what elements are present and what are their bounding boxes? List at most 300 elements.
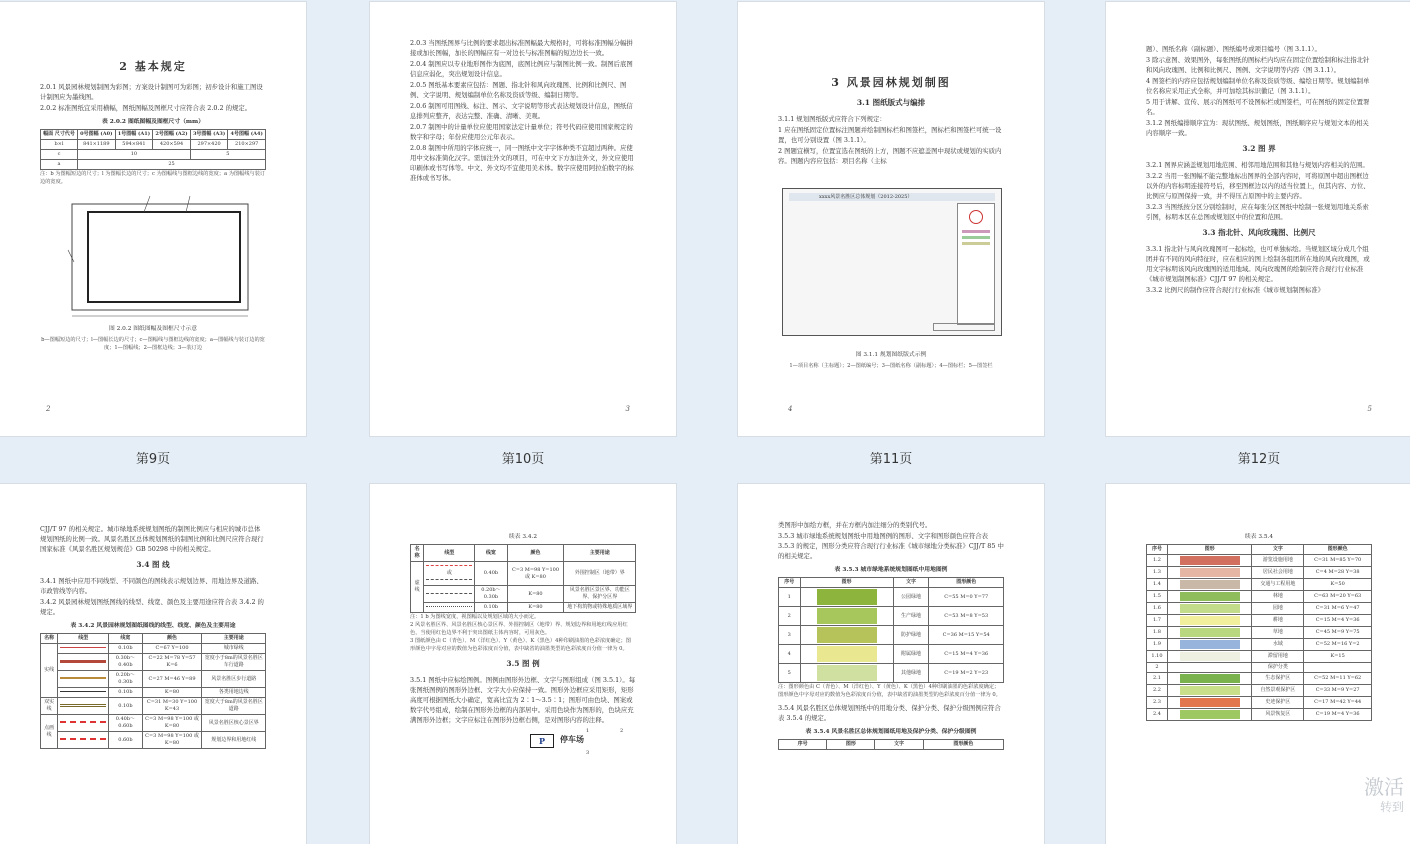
callout-1: 1 — [586, 728, 590, 734]
th: 文字 — [875, 740, 923, 750]
paragraph: 2.0.2 标准图纸宜采用横幅，图纸图幅及图框尺寸应符合表 2.0.2 的规定。 — [40, 104, 252, 112]
paragraph: 5 用于讲解、宣传、展示的图纸可不设图标栏或图签栏，可在图纸的固定位置署名。 — [1146, 98, 1370, 116]
cmyk-value: C=17 M=42 Y=44 — [1304, 697, 1372, 709]
cmyk-value: C=55 M=0 Y=77 — [929, 588, 1004, 607]
color-swatch — [1180, 710, 1240, 719]
line-sample — [60, 704, 106, 707]
page-thumbnail-15[interactable] — [738, 484, 1044, 844]
th: 序号 — [1147, 545, 1168, 555]
cmyk-value: C=33 M=9 Y=27 — [1304, 685, 1372, 697]
th: 2号图幅 (A2) — [153, 130, 191, 140]
paragraph: 3.1.2 图纸编排顺序宜为：现状图纸、规划图纸，图纸顺序应与规划文本的相关内容顺序一致。 — [1146, 119, 1369, 137]
swatch-cell — [1167, 673, 1251, 685]
td — [424, 603, 475, 613]
map-title: xxxx风景名胜区总体规划（2012-2025） — [789, 193, 995, 201]
legend-bar — [962, 236, 990, 239]
td: C=22 M=78 Y=57 K=6 — [142, 654, 202, 671]
section-title: 3.5 图 例 — [506, 659, 540, 668]
legend-label: 耕地 — [1252, 615, 1304, 627]
table-title: 表 3.5.3 城市绿地系统规划图纸中用地图例 — [834, 567, 948, 573]
compass-icon — [969, 210, 983, 224]
td: 0.10b — [109, 644, 142, 654]
table-row — [1147, 709, 1372, 721]
map-frame — [782, 188, 1002, 336]
td: 风景名胜区景区界、功能区界、保护分区界 — [564, 586, 636, 603]
table-row — [779, 626, 1004, 645]
paragraph: 类图形中加绘方框，并在方框内加注细分的类别代号。 — [778, 521, 932, 529]
table-row — [779, 588, 1004, 607]
page-thumbnail-14[interactable] — [370, 484, 676, 844]
color-swatch — [817, 608, 877, 624]
paragraph: 2 图题宜横写，位置宜选在图纸的上方，图题不应遮盖图中现状或规划的实质内容。图题内容应包括：项目名称（主标 — [778, 147, 1002, 165]
chapter-title: 3 风景园林规划制图 — [831, 76, 951, 89]
figure-note: 1—项目名称（主标题）；2—图纸编号；3—图纸名称（副标题）；4—图标栏；5—图签栏 — [789, 363, 993, 369]
cmyk-value: C=52 M=16 Y=2 — [1304, 639, 1372, 651]
row-number: 2.2 — [1147, 685, 1168, 697]
table-note: 3 图纸颜色由 C（青色）、M（洋红色）、Y（黄色）、K（黑色）4种印刷油墨的色彩浓度确定；图形颜色中字母对应的数值为色彩浓度百分值，表中缺省的油墨类型的色彩浓度百分值一律为 0。 — [410, 638, 631, 652]
td: 0.40b — [475, 562, 507, 586]
th: 3号图幅 (A3) — [190, 130, 228, 140]
td: 虚线 — [411, 562, 424, 613]
line-sample — [60, 647, 106, 648]
cmyk-value: C=53 M=8 Y=53 — [929, 607, 1004, 626]
paragraph: 3.4.1 图纸中应用不同线型、不同颜色的图线表示规划边界、用地边界及道路、市政管线等内容。 — [40, 577, 263, 595]
th: 4号图幅 (A4) — [228, 130, 266, 140]
swatch-cell — [1167, 567, 1251, 579]
legend-label: 林地 — [1252, 591, 1304, 603]
td: 0.10b — [109, 688, 142, 698]
cmyk-value: C=63 M=20 Y=63 — [1304, 591, 1372, 603]
paragraph: 3.3.2 比例尺的制作应符合现行行业标准《城市规划制图标准》 — [1146, 286, 1325, 294]
th: 线型 — [58, 634, 109, 644]
td: 点画线 — [41, 715, 58, 749]
table-row — [1147, 579, 1372, 591]
line-sample — [60, 677, 106, 679]
swatch-cell — [1167, 615, 1251, 627]
legend-label: 史迹保护区 — [1252, 697, 1304, 709]
size-table — [40, 129, 266, 170]
line-sample — [60, 691, 106, 692]
row-number: 1.5 — [1147, 591, 1168, 603]
td: b×l — [41, 140, 78, 150]
paragraph: 3.4.2 风景园林规划图纸图线的线型、线宽、颜色及主要用途应符合表 3.4.2 的规定。 — [40, 598, 264, 616]
figure-note: b—图幅短边的尺寸；l—图幅长边的尺寸；c—图幅线与图框边线的宽度；a—图幅线与装订边的宽度；1—图幅线；2—图框边线；3—装订边 — [41, 337, 265, 351]
table-row — [1147, 651, 1372, 663]
paragraph: 3.5.3 城市绿地系统规划图纸中用地图例的图形、文字和图形颜色应符合表 3.5.3 的规定，图形分类应符合现行行业标准《城市绿地分类标准》CJJ/T 85 中的相关规定。 — [778, 532, 1004, 560]
line-sample — [426, 593, 472, 594]
line-sample — [426, 579, 472, 580]
td: K=80 — [507, 586, 564, 603]
legend-label: 风景恢复区 — [1252, 709, 1304, 721]
td: 规划边界和用地红线 — [202, 732, 266, 749]
swatch-cell — [800, 607, 893, 626]
row-number: 1.3 — [1147, 567, 1168, 579]
row-number: 4 — [779, 645, 801, 664]
cmyk-value: C=19 M=2 Y=23 — [929, 664, 1004, 683]
page-thumbnail-13[interactable] — [0, 484, 306, 844]
scenic-legend-table-cont — [1146, 544, 1372, 721]
swatch-cell — [1167, 697, 1251, 709]
color-swatch — [817, 627, 877, 643]
td: 25 — [78, 160, 266, 170]
legend-label: 自然景观保护区 — [1252, 685, 1304, 697]
td: 0.40b～0.60b — [109, 715, 142, 732]
row-number: 1.2 — [1147, 555, 1168, 567]
table-row — [1147, 685, 1372, 697]
th: 线型 — [424, 545, 475, 562]
line-sample — [426, 565, 472, 566]
th: 文字 — [1252, 545, 1304, 555]
row-number: 1 — [779, 588, 801, 607]
row-number: 2 — [779, 607, 801, 626]
cmyk-value: K=50 — [1304, 579, 1372, 591]
td — [58, 644, 109, 654]
td: C=31 M=30 Y=100 K=43 — [142, 698, 202, 715]
table-row — [779, 607, 1004, 626]
section-title: 3.2 图 界 — [1242, 144, 1276, 153]
table-body — [779, 588, 1004, 683]
td: 10 — [78, 150, 191, 160]
swatch-cell — [1167, 603, 1251, 615]
swatch-cell — [1167, 627, 1251, 639]
paragraph: 2.0.3 当图纸图界与比例的要求超出标准图幅最大规格时，可将标准图幅分幅拼接或加长图幅，加长的图幅应有一对边长与标准图幅的短边边长一致。 — [410, 39, 633, 57]
cmyk-value: C=31 M=6 Y=47 — [1304, 603, 1372, 615]
color-swatch — [817, 665, 877, 681]
page-thumbnail-11[interactable] — [738, 2, 1044, 436]
swatch-cell — [800, 645, 893, 664]
td: 各类用地边线 — [202, 688, 266, 698]
legend-bar — [962, 242, 990, 245]
table-title: 续表 3.4.2 — [508, 534, 538, 540]
td: K=80 — [142, 688, 202, 698]
table-row — [1147, 567, 1372, 579]
table-note: 注：1 b 为图线宽度，视图幅以及规划区域的大小而定。 — [410, 614, 540, 620]
line-sample — [60, 721, 106, 723]
frame-diagram — [40, 190, 266, 320]
cmyk-value: C=31 M=85 Y=70 — [1304, 555, 1372, 567]
paragraph: 3.3.1 指北针与风向玫瑰图可一起标绘，也可单独标绘。当规划区域分成几个组团并有不同的风向特征时，应在相应的图上绘制各组团所在地的风向玫瑰图，或用文字标明该风向玫瑰图的适用地域。风向玫瑰图的绘制应符合现行行业标准《城市规划制图标准》CJJ/T 97 的相关规定。 — [1146, 245, 1370, 283]
color-swatch — [1180, 628, 1240, 637]
paragraph: 1 应在图纸固定位置标注图题并绘制图标栏和图签栏，图标栏和图签栏可统一设置，也可分别设置（图 3.1.1）。 — [778, 126, 1002, 144]
color-swatch — [1180, 686, 1240, 695]
legend-label: 生产绿地 — [893, 607, 929, 626]
paragraph: 3.5.4 风景名胜区总体规划图纸中的用地分类、保护分类、保护分级图例应符合表 3.5.4 的规定。 — [778, 704, 1001, 722]
th: 1号图幅 (A1) — [115, 130, 153, 140]
swatch-cell — [1167, 639, 1251, 651]
th: 名称 — [41, 634, 58, 644]
row-number: 1.6 — [1147, 603, 1168, 615]
td — [58, 732, 109, 749]
legend-label: 园地 — [1252, 603, 1304, 615]
legend-label: 滞留用地 — [1252, 651, 1304, 663]
swatch-cell — [800, 588, 893, 607]
td — [58, 698, 109, 715]
watermark-line1: 激活 — [1364, 775, 1404, 799]
legend-label: 其他绿地 — [893, 664, 929, 683]
callout-2: 2 — [620, 728, 624, 734]
table-title: 表 3.5.4 风景名胜区总体规划图纸用地及保护分类、保护分级图例 — [805, 729, 977, 735]
td: 风景名胜区步行道路 — [202, 671, 266, 688]
color-swatch — [1180, 604, 1240, 613]
paragraph: 题）、图纸名称（副标题）、图纸编号或项目编号（图 3.1.1）。 — [1146, 45, 1321, 53]
td: K=80 — [507, 603, 564, 613]
cmyk-value: C=52 M=11 Y=62 — [1304, 673, 1372, 685]
td: 0.20b～0.30b — [109, 671, 142, 688]
cmyk-value: C=36 M=15 Y=54 — [929, 626, 1004, 645]
row-number: 1.7 — [1147, 615, 1168, 627]
legend-bar — [962, 230, 990, 233]
td: 0.10b — [109, 698, 142, 715]
td: 实线 — [41, 644, 58, 698]
swatch-cell — [1167, 651, 1251, 663]
table-body — [1147, 555, 1372, 721]
th: 图形颜色 — [929, 578, 1004, 588]
swatch-cell — [1167, 555, 1251, 567]
legend-text: 停车场 — [560, 734, 584, 744]
swatch-cell — [800, 626, 893, 645]
td — [58, 688, 109, 698]
th: 幅面 尺寸代号 — [41, 130, 78, 140]
watermark-line2: 转到 — [1379, 800, 1404, 814]
section-title: 3.4 图 线 — [136, 560, 170, 569]
page-thumbnail-9[interactable] — [0, 2, 306, 436]
th: 颜色 — [507, 545, 564, 562]
td: 地下构筑物或特殊地质区域界 — [564, 603, 636, 613]
paragraph: CJJ/T 97 的相关规定。城市绿地系统规划图纸的制图比例应与相应的城市总体规划图纸的比例一致。风景名胜区总体规划图纸的制图比例和比例尺应符合现行国家标准《风景名胜区规划规范》GB 50298 中的相关规定。 — [40, 525, 264, 553]
td: 0.10b — [475, 603, 507, 613]
table-row — [1147, 603, 1372, 615]
td: 210×297 — [228, 140, 266, 150]
page-number: 2 — [46, 405, 51, 413]
td: 0.60b — [109, 732, 142, 749]
color-swatch — [1180, 640, 1240, 649]
td — [424, 562, 475, 586]
swatch-cell — [1167, 663, 1251, 673]
scenic-legend-table — [778, 739, 1004, 750]
th: 图形颜色 — [923, 740, 1003, 750]
th: 序号 — [779, 578, 801, 588]
table-note: 2 风景名胜区界、风景名胜区核心景区界、外围控制区（地带）界、规划边界和用地红线应用红色，当使用红色边界不利于突出图纸主体内容时，可用灰色。 — [410, 622, 628, 636]
row-number: 2 — [1147, 663, 1168, 673]
swatch-cell — [1167, 685, 1251, 697]
paragraph: 2.0.1 风景园林规划制图为彩图；方案设计制图可为彩图；初步设计和施工图设计制图应为墨线图。 — [40, 83, 263, 101]
legend-label: 保护分类 — [1252, 663, 1304, 673]
swatch-cell — [1167, 591, 1251, 603]
row-number: 2.3 — [1147, 697, 1168, 709]
table-row — [1147, 663, 1372, 673]
legend-label: 公园绿地 — [893, 588, 929, 607]
td: 5 — [190, 150, 265, 160]
legend-column — [957, 203, 995, 325]
color-swatch — [1180, 652, 1240, 661]
page-caption-9[interactable]: 第9页 — [135, 452, 171, 467]
td: 宽度小于8m的风景名胜区车行道路 — [202, 654, 266, 671]
td: C=3 M=98 Y=100 或 K=80 — [507, 562, 564, 586]
color-swatch — [1180, 580, 1240, 589]
th: 颜色 — [142, 634, 202, 644]
figure-caption: 图 3.1.1 规划图纸版式示例 — [855, 352, 927, 358]
cmyk-value: C=45 M=9 Y=75 — [1304, 627, 1372, 639]
sign-bar — [933, 323, 995, 331]
color-swatch — [1180, 568, 1240, 577]
legend-label: 居民社会用地 — [1252, 567, 1304, 579]
color-swatch — [1180, 616, 1240, 625]
legend-label: 交通与工程用地 — [1252, 579, 1304, 591]
page-caption-11[interactable]: 第11页 — [869, 452, 913, 467]
legend-label: 生态保护区 — [1252, 673, 1304, 685]
activation-watermark — [1364, 775, 1404, 815]
td: 双实线 — [41, 698, 58, 715]
section-title: 3.1 图纸版式与编排 — [856, 98, 926, 107]
td: 841×1189 — [78, 140, 116, 150]
td: C=3 M=98 Y=100 或 K=80 — [142, 732, 202, 749]
paragraph: 2.0.8 制图中所用的字体应统一，同一图纸中文字字体种类不宜超过两种。应使用中文标准简化汉字。需加注外文的项目，可在中文下方加注外文，外文应使用印刷体或书写体等。中文、外文均不宜使用美术体。数字应使用阿拉伯数字的标准体或书写体。 — [410, 144, 634, 182]
legend-label: 草地 — [1252, 627, 1304, 639]
table-row — [1147, 591, 1372, 603]
td: 0.20b～0.30b — [475, 586, 507, 603]
row-number: 1.8 — [1147, 627, 1168, 639]
section-title: 3.3 指北针、风向玫瑰图、比例尺 — [1202, 228, 1316, 237]
th: 序号 — [779, 740, 827, 750]
td: 城市绿线 — [202, 644, 266, 654]
color-swatch — [817, 646, 877, 662]
row-number: 1.9 — [1147, 639, 1168, 651]
td: 外围控制区（地带）界 — [564, 562, 636, 586]
legend-symbol: P — [530, 734, 554, 748]
legend-example — [410, 726, 636, 756]
th: 线宽 — [109, 634, 142, 644]
table-row — [1147, 627, 1372, 639]
table-title: 续表 3.5.4 — [1244, 534, 1274, 540]
page-thumbnail-10[interactable] — [370, 2, 676, 436]
callout-3: 3 — [586, 750, 590, 756]
cmyk-value: C=15 M=4 Y=36 — [929, 645, 1004, 664]
chapter-title: 2 基本规定 — [119, 60, 187, 73]
td: 594×841 — [115, 140, 153, 150]
row-number: 3 — [779, 626, 801, 645]
swatch-cell — [1167, 579, 1251, 591]
or-label: 或 — [446, 570, 452, 576]
color-swatch — [1180, 674, 1240, 683]
legend-label: 附属绿地 — [893, 645, 929, 664]
legend-label: 水域 — [1252, 639, 1304, 651]
td: 风景名胜区核心景区界 — [202, 715, 266, 732]
legend-label: 游览设施用地 — [1252, 555, 1304, 567]
line-table — [40, 633, 266, 749]
color-swatch — [1180, 698, 1240, 707]
color-swatch — [1180, 592, 1240, 601]
table-note: 注：图形颜色由 C（青色）、M（洋红色）、Y（黄色）、K（黑色）4种印刷油墨的色彩浓度确定；图形颜色中字母对应的数值为色彩浓度百分值，表中缺省的油墨类型的色彩浓度百分值一律为 0。 — [778, 684, 1001, 698]
line-sample — [60, 738, 106, 740]
cmyk-value: C=15 M=4 Y=36 — [1304, 615, 1372, 627]
green-legend-table — [778, 577, 1004, 683]
paragraph: 3.2.3 当图纸按分区分别绘制时，应在每张分区图纸中绘制一张规划用地关系索引图，标明本区在总图或规划区中的位置和范围。 — [1146, 203, 1369, 221]
th: 线宽 — [475, 545, 507, 562]
th: 主要用途 — [564, 545, 636, 562]
paragraph: 2.0.5 图纸基本要素应包括：图题、指北针和风向玫瑰图、比例和比例尺、图例、文字说明、规划编制单位名称及资质等级、编制日期等。 — [410, 81, 627, 99]
paragraph: 2.0.7 制图中的计量单位应使用国家法定计量单位；符号代码应使用国家规定的数字和字母；年份应使用公元年表示。 — [410, 123, 633, 141]
line-sample — [426, 606, 472, 607]
th: 图形 — [800, 578, 893, 588]
table-row — [1147, 673, 1372, 685]
cmyk-value — [1304, 663, 1372, 673]
paragraph: 3 除示意图、效果图外，每张图纸的图标栏内均应在固定位置绘制和标注指北针和风向玫瑰图、比例和比例尺、图例、文字说明等内容（图 3.1.1）。 — [1146, 56, 1370, 74]
table-row — [1147, 639, 1372, 651]
row-number: 2.1 — [1147, 673, 1168, 685]
table-row — [779, 645, 1004, 664]
td — [58, 715, 109, 732]
cmyk-value: C=4 M=28 Y=38 — [1304, 567, 1372, 579]
cmyk-value: C=19 M=4 Y=36 — [1304, 709, 1372, 721]
swatch-cell — [800, 664, 893, 683]
table-row — [1147, 697, 1372, 709]
td: C=67 Y=100 — [142, 644, 202, 654]
color-swatch — [817, 589, 877, 605]
swatch-cell — [1167, 709, 1251, 721]
row-number: 1.4 — [1147, 579, 1168, 591]
figure-caption: 图 2.0.2 图纸图幅及图框尺寸示意 — [109, 326, 197, 332]
td: 0.30b～0.40b — [109, 654, 142, 671]
paragraph: 2.0.4 制图应以专业地形图作为底图，底图比例应与制图比例一致。制图后底图信息应弱化，突出规划设计信息。 — [410, 60, 633, 78]
layout-figure — [778, 180, 1004, 340]
td: 297×420 — [190, 140, 228, 150]
th: 文字 — [893, 578, 929, 588]
paragraph: 2.0.6 制图可用图线、标注、图示、文字说明等形式表达规划设计信息，图纸信息排列应整齐，表达完整、准确、清晰、美观。 — [410, 102, 633, 120]
row-number: 1.10 — [1147, 651, 1168, 663]
paragraph: 3.2.2 当用一张图幅不能完整地标出图界的全部内容时，可将原图中超出图框边以外的内容标明连接符号后，移至图框边以内的适当位置上，但其内容、方位、比例应与原图保持一致，并不得压占原图中的主要内容。 — [1146, 172, 1370, 200]
table-title: 表 2.0.2 图纸图幅及图框尺寸（mm） — [101, 119, 204, 125]
td: 420×594 — [153, 140, 191, 150]
page-number: 5 — [1367, 405, 1372, 413]
paragraph: 3.1.1 规划图纸版式应符合下列规定： — [778, 115, 886, 123]
th: 名称 — [411, 545, 424, 562]
paragraph: 3.5.1 图纸中应标绘图例。图例由图形外边框、文字与图形组成（图 3.5.1）。每张图纸图例的图形外边框、文字大小应保持一致。图形外边框应采用矩形，矩形高度可根据图纸大小确定，宽高比宜为 2∶1～3.5∶1；图形可由色块、图案或数字代号组成，绘制在图形外边框的内部居中。采用色块作为图形的，色块应充满图形外边框；文字应标注在图形外边框右侧，是对图形内容的注释。 — [410, 676, 636, 724]
table-row — [779, 664, 1004, 683]
th: 主要用途 — [202, 634, 266, 644]
page-thumbnail-12[interactable] — [1106, 2, 1410, 436]
color-swatch — [1180, 556, 1240, 565]
th: 图形 — [1167, 545, 1251, 555]
td: C=3 M=98 Y=100 或 K=80 — [142, 715, 202, 732]
table-row — [1147, 555, 1372, 567]
table-title: 表 3.4.2 风景园林规划图纸图线的线型、线宽、颜色及主要用途 — [70, 623, 236, 629]
td: c — [41, 150, 78, 160]
th: 图形 — [827, 740, 875, 750]
td: a — [41, 160, 78, 170]
line-table-cont — [410, 544, 636, 613]
page-caption-10[interactable]: 第10页 — [501, 452, 545, 467]
td — [58, 671, 109, 688]
page-number: 4 — [788, 405, 793, 413]
th: 0号图幅 (A0) — [78, 130, 116, 140]
td — [58, 654, 109, 671]
table-note: 注：b 为图幅短边的尺寸；l 为图幅长边的尺寸；c 为图幅线与图框边线的宽度；a 为图幅线与装订边的宽度。 — [40, 171, 266, 185]
line-sample — [60, 660, 106, 663]
td — [424, 586, 475, 603]
row-number: 2.4 — [1147, 709, 1168, 721]
td: 宽度大于8m的风景名胜区道路 — [202, 698, 266, 715]
page-number: 3 — [625, 405, 630, 413]
table-row — [1147, 615, 1372, 627]
td: C=27 M=46 Y=89 — [142, 671, 202, 688]
paragraph: 4 图签栏的内容应包括规划编制单位名称及资质等级、编绘日期等。规划编制单位名称应采用正式全称，并可加绘其标识徽记（图 3.1.1）。 — [1146, 77, 1370, 95]
row-number: 5 — [779, 664, 801, 683]
th: 图形颜色 — [1304, 545, 1372, 555]
legend-label: 防护绿地 — [893, 626, 929, 645]
paragraph: 3.2.1 图界应涵盖规划用地范围、相邻用地范围和其他与规划内容相关的范围。 — [1146, 161, 1369, 169]
cmyk-value: K=15 — [1304, 651, 1372, 663]
page-caption-12[interactable]: 第12页 — [1237, 452, 1281, 467]
